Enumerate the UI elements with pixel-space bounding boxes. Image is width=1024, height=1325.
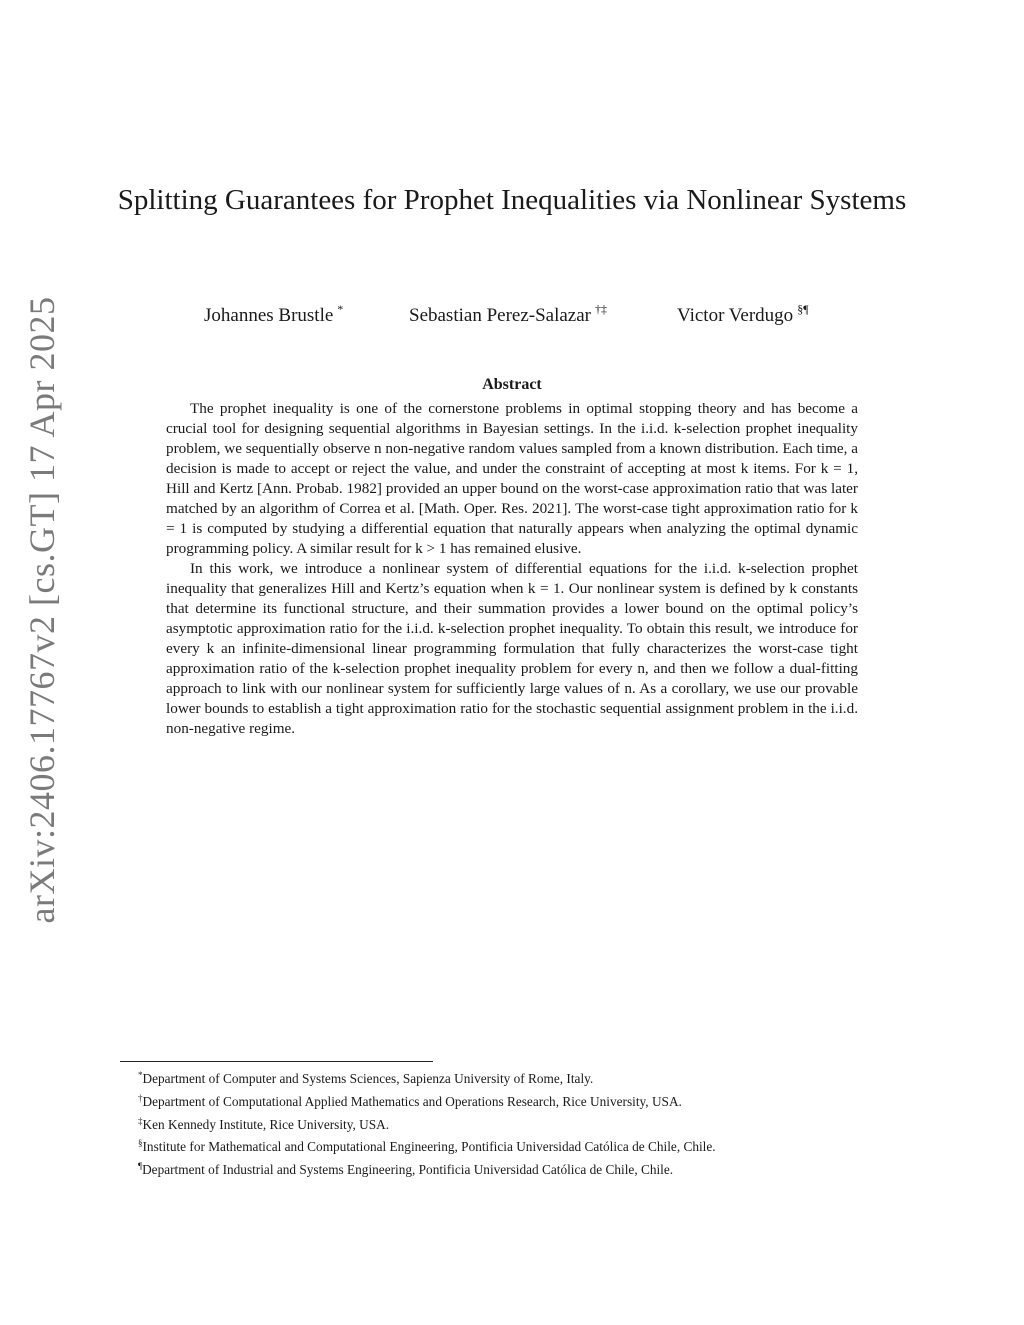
footnote (138, 1112, 918, 1135)
author-1 (204, 302, 343, 327)
author-2 (409, 302, 607, 327)
footnote-text: Department of Industrial and Systems Engineering, Pontificia Universidad Católica de Chile, Chile. (142, 1162, 674, 1178)
abstract-heading: Abstract (482, 376, 542, 393)
abstract-paragraph: The prophet inequality is one of the cornerstone problems in optimal stopping theory and has become a crucial tool for designing sequential algorithms in Bayesian settings. In the i.i.d. k-selection prophet inequality problem, we sequentially observe n non-negative random values sampled from a known distribution. Each time, a decision is made to accept or reject the value, and under the constraint of accepting at most k items. For k = 1, Hill and Kertz [Ann. Probab. 1982] provided an upper bound on the worst-case approximation ratio that was later matched by an algorithm of Correa et al. [Math. Oper. Res. 2021]. The worst-case tight approximation ratio for k = 1 is computed by studying a differential equation that naturally appears when analyzing the optimal dynamic programming policy. A similar result for k > 1 has remained elusive. (166, 400, 858, 557)
footnote-text: Institute for Mathematical and Computational Engineering, Pontificia Universidad Católica de Chile, Chile. (142, 1139, 716, 1155)
arxiv-identifier: arXiv:2406.17767v2 [cs.GT] 17 Apr 2025 (22, 296, 62, 924)
abstract-paragraph: In this work, we introduce a nonlinear system of differential equations for the i.i.d. k-selection prophet inequality that generalizes Hill and Kertz’s equation when k = 1. Our nonlinear system is defined by k constants that determine its functional structure, and their summation provides a lower bound on the optimal policy’s asymptotic approximation ratio for the i.i.d. k-selection prophet inequality. To obtain this result, we introduce for every k an infinite-dimensional linear programming formulation that fully characterizes the worst-case tight approximation ratio of the k-selection prophet inequality problem for every n, and then we follow a dual-fitting approach to link with our nonlinear system for sufficiently large values of n. As a corollary, we use our provable lower bounds to establish a tight approximation ratio for the stochastic sequential assignment problem in the i.i.d. non-negative regime. (166, 560, 858, 737)
footnote-text: Ken Kennedy Institute, Rice University, USA. (142, 1116, 390, 1132)
footnote-text: Department of Computer and Systems Sciences, Sapienza University of Rome, Italy. (142, 1071, 594, 1086)
footnote (138, 1157, 918, 1180)
author-affiliation-marks: †‡ (595, 302, 607, 316)
footnote (138, 1066, 918, 1089)
author-list (0, 302, 1024, 332)
abstract-body (166, 399, 858, 739)
footnote-mark: * (138, 1070, 143, 1080)
author-name: Victor Verdugo (677, 305, 794, 326)
author-affiliation-marks: §¶ (797, 302, 809, 316)
footnote (138, 1134, 918, 1157)
author-name: Sebastian Perez-Salazar (409, 305, 591, 326)
footnote-mark: ¶ (138, 1161, 143, 1172)
footnotes (138, 1066, 918, 1180)
paper-title: Splitting Guarantees for Prophet Inequalities via Nonlinear Systems (117, 184, 907, 216)
footnote (138, 1089, 918, 1112)
footnote-mark: ‡ (138, 1115, 143, 1126)
footnote-text: Department of Computational Applied Mathematics and Operations Research, Rice University, USA. (142, 1093, 682, 1109)
footnote-mark: § (138, 1138, 143, 1149)
author-affiliation-marks: * (337, 302, 344, 316)
footnote-divider (120, 1061, 433, 1062)
author-name: Johannes Brustle (204, 305, 334, 326)
footnote-mark: † (138, 1092, 143, 1103)
author-3 (677, 302, 809, 327)
